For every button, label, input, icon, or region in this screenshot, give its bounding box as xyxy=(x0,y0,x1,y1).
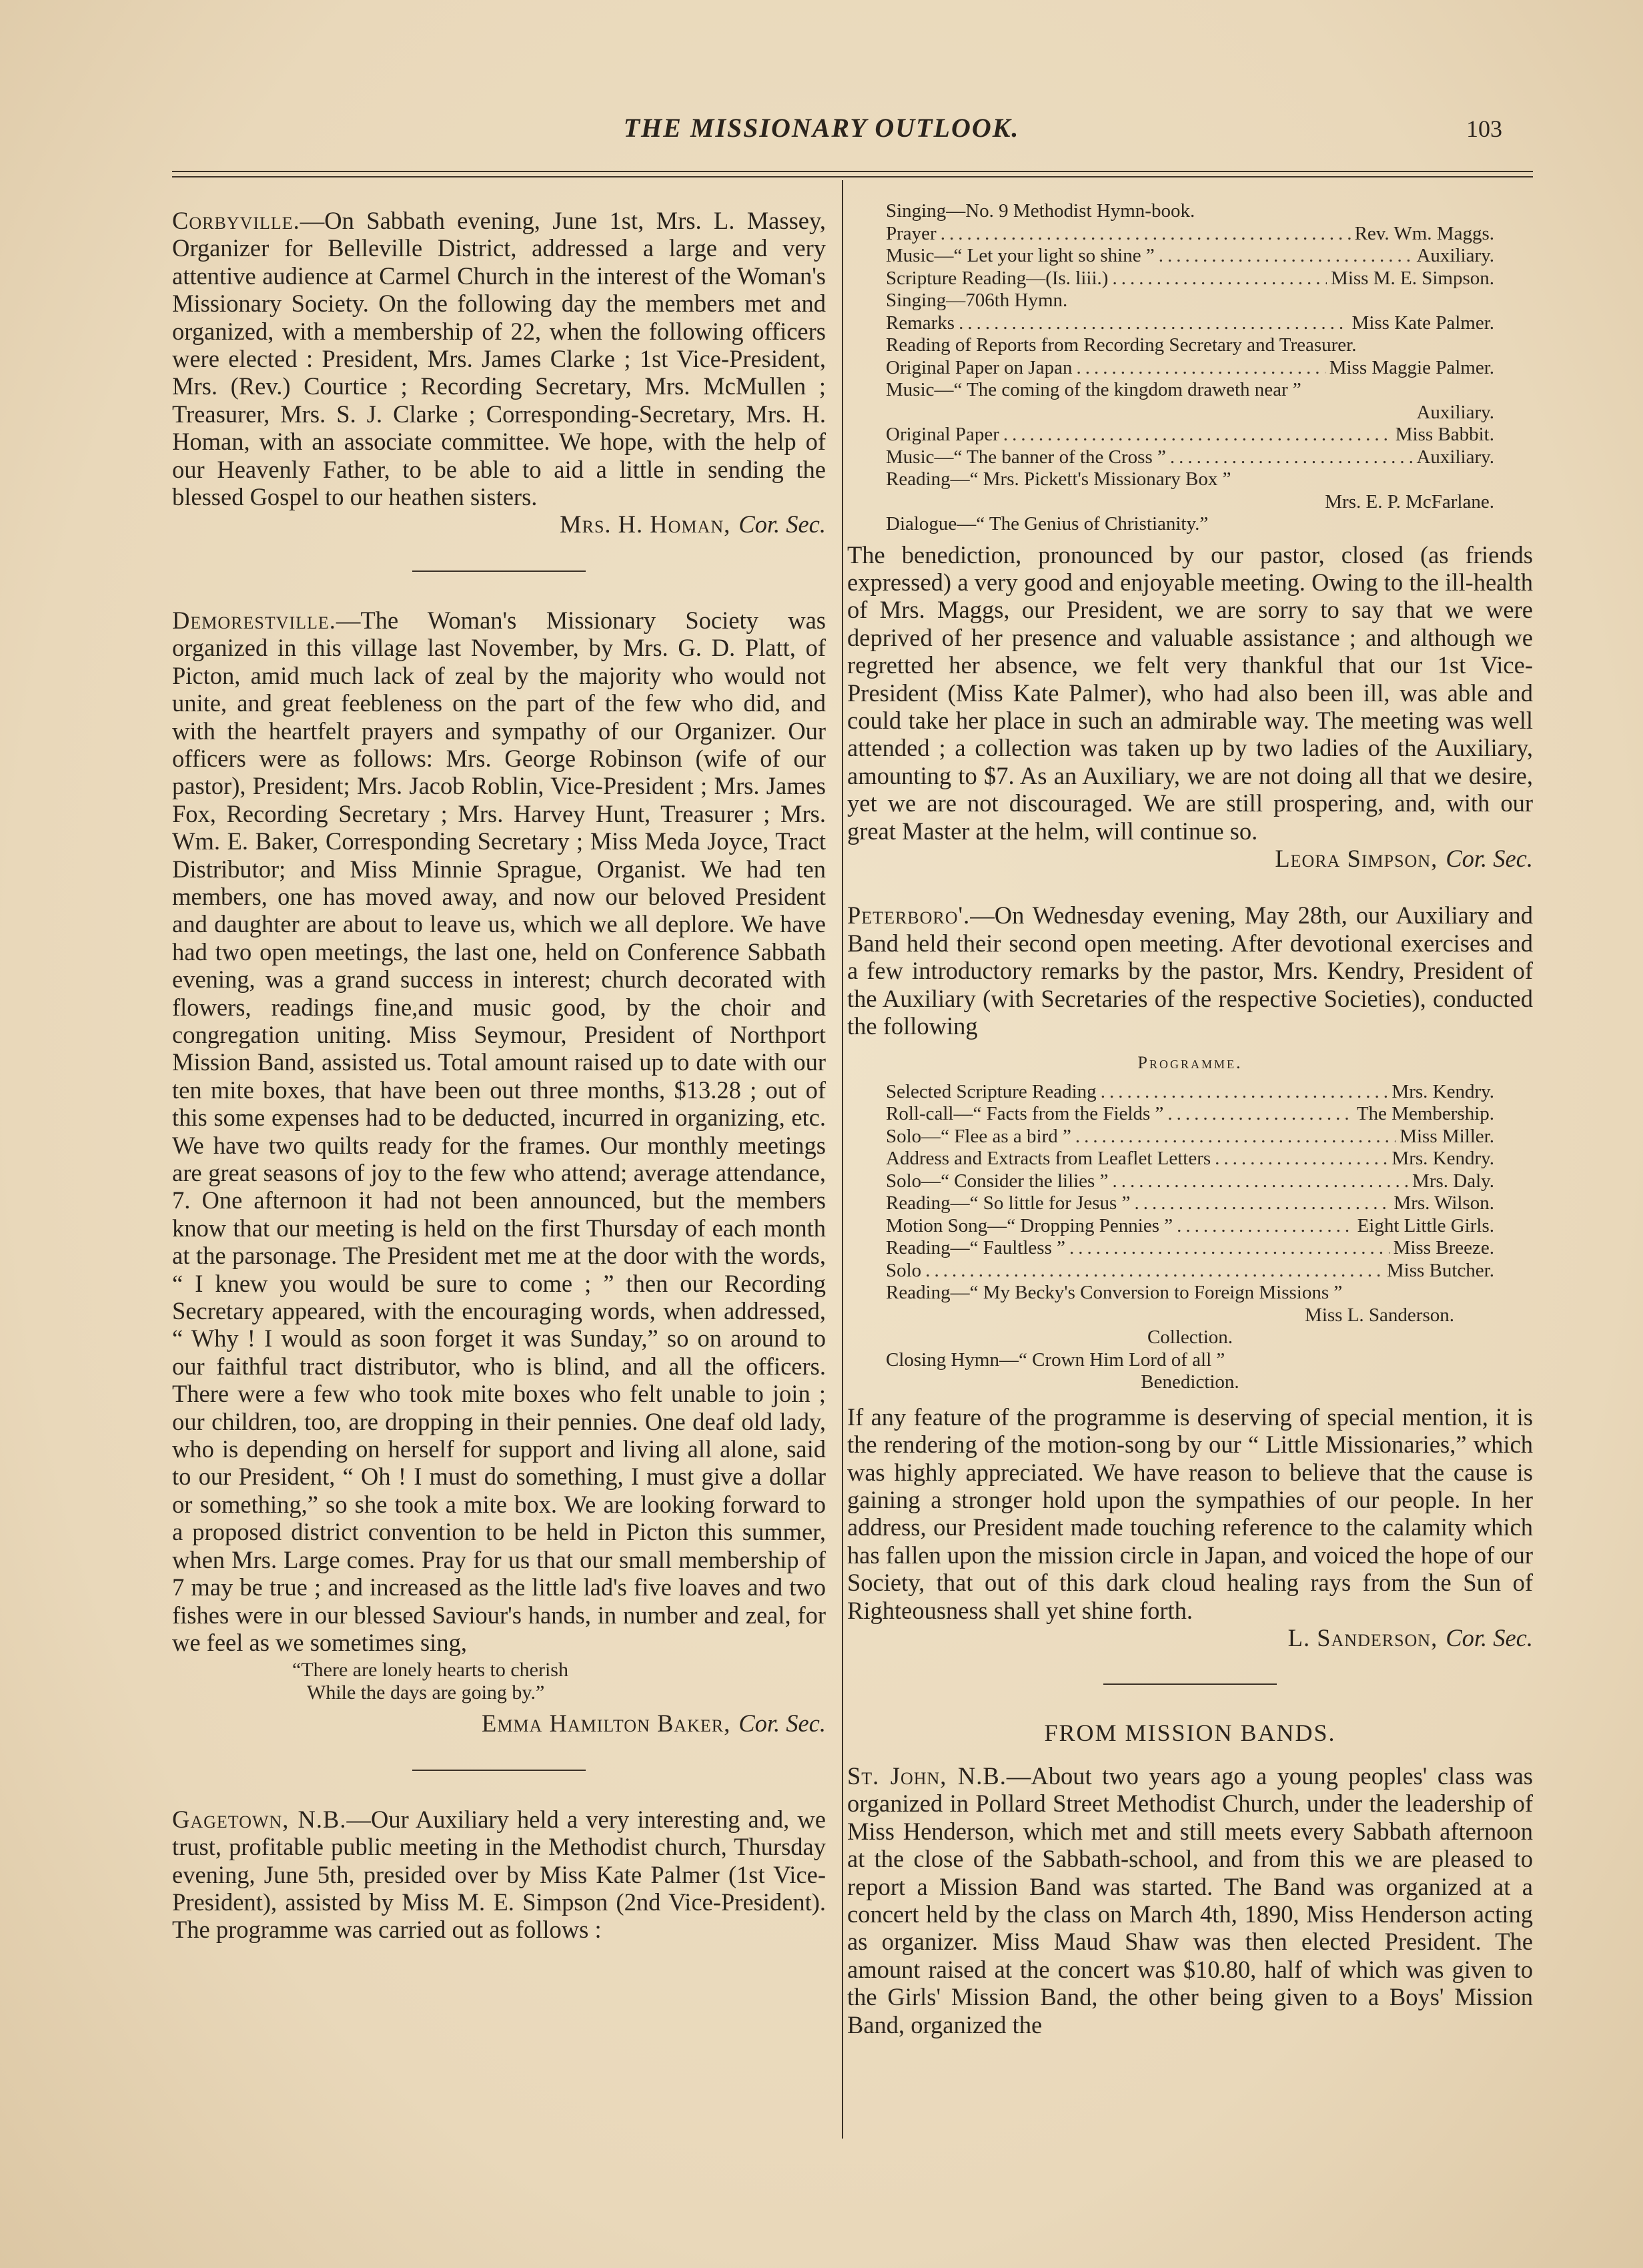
signature-title: Cor. Sec. xyxy=(738,1710,826,1738)
programme-item-performer: Eight Little Girls. xyxy=(1357,1214,1494,1236)
programme-item xyxy=(886,1103,1494,1126)
article-place: St. John, N.B. xyxy=(847,1762,1007,1790)
programme-item xyxy=(886,424,1494,446)
article-text: The benediction, pronounced by our pastor, closed (as friends expressed) a very good and enjoyable meeting. Owing to the ill-health of Mrs. Maggs, our President, we are sorry to say that we were deprived of her presence and valuable assistance ; and although we regretted her absence, we felt very thankful that our 1st Vice-President (Miss Kate Palmer), who had also been ill, was able and could take her place in such an admirable way. The meeting was well attended ; a collection was taken up by two ladies of the Auxiliary, amounting to $7. As an Auxiliary, we are not doing all that we desire, yet we are not discouraged. We are still prospering, and, with our great Master at the helm, will continue so. xyxy=(847,540,1533,845)
programme-item-title: Solo xyxy=(886,1259,922,1281)
signature xyxy=(847,1624,1533,1651)
peterboro-programme xyxy=(847,1081,1533,1304)
programme-item xyxy=(886,290,1494,312)
programme-item xyxy=(886,1192,1494,1215)
separator-rule xyxy=(1103,1683,1277,1685)
programme-item-performer: Miss Butcher. xyxy=(1386,1259,1494,1281)
article-stjohn xyxy=(847,1762,1533,2038)
article-text: If any feature of the programme is deserving of special mention, it is the rendering of the motion-song by our “ Little Missionaries,” which was highly appreciated. We have reason to believe that the cause is gaining a stronger hold upon the sympathies of our people. In her address, our President made touching reference to the calamity which has fallen upon the mission circle in Japan, and voiced the hope of our Society, that out of this dark cloud healing rays from the Sun of Righteousness shall yet shine forth. xyxy=(847,1403,1533,1624)
verse-line: “There are lonely hearts to cherish xyxy=(292,1659,568,1681)
signature-title: Cor. Sec. xyxy=(1446,1624,1533,1652)
programme-item-title: Solo—“ Flee as a bird ” xyxy=(886,1125,1071,1147)
column-divider xyxy=(842,180,843,2139)
programme-item xyxy=(886,1081,1494,1104)
section-heading: FROM MISSION BANDS. xyxy=(1044,1720,1336,1747)
separator-rule xyxy=(412,571,586,572)
programme-item-title: Music—“ The coming of the kingdom draweth near ” xyxy=(886,379,1301,400)
leader-dots xyxy=(1170,446,1413,469)
programme-item xyxy=(886,379,1494,402)
programme-item xyxy=(886,268,1494,290)
programme-item xyxy=(886,491,1494,514)
article-place: Demorestville. xyxy=(172,606,336,634)
signature-title: Cor. Sec. xyxy=(738,510,826,538)
header-rule xyxy=(172,171,1533,172)
programme-item-performer: Auxiliary. xyxy=(1416,401,1494,423)
programme-performer: Miss L. Sanderson. xyxy=(1305,1304,1454,1326)
programme-benediction: Benediction. xyxy=(1141,1371,1239,1393)
leader-dots xyxy=(1112,1170,1408,1193)
programme-item xyxy=(886,446,1494,469)
leader-dots xyxy=(1134,1192,1390,1215)
leader-dots xyxy=(925,1260,1383,1282)
signature-name: Emma Hamilton Baker, xyxy=(482,1710,731,1738)
header-rule-double xyxy=(172,176,1533,177)
article-text: —The Woman's Missionary Society was organized in this village last November, by Mrs. G. D. Platt, of Picton, amid much lack of zeal by the majority who would not unite, and great feebleness on the part of the few who did, and with the heartfelt prayers and sympathy of our Organizer. Our officers were as follows: Mrs. George Robinson (wife of our pastor), President; Mrs. Jacob Roblin, Vice-President ; Mrs. James Fox, Recording Secretary ; Mrs. Harvey Hunt, Treasurer ; Mrs. Wm. E. Baker, Corresponding Secretary ; Miss Meda Joyce, Tract Distributor; and Miss Minnie Sprague, Organist. We had ten members, one has moved away, and now our beloved President and daughter are about to leave us, which we all deplore. We have had two open meetings, the last one, held on Conference Sabbath evening, was a grand success in interest; church decorated with flowers, readings fine,and music good, by the choir and congregation uniting. Miss Seymour, President of Northport Mission Band, assisted us. Total amount raised up to date with our ten mite boxes, that have been out three months, $13.28 ; out of this some expenses had to be deducted, incurred in organizing, etc. We have two quilts ready for the frames. Our monthly meetings are great seasons of joy to the few who attend; average attendance, 7. One afternoon it had not been announced, but the members know that our meeting is held on the first Thursday of each month at the parsonage. The President met me at the door with the words, “ I knew you would be sure to come ; ” then our Recording Secretary appeared, with the encouraging words, when addressed, “ Why ! I would as soon forget it was Sunday,” so on around to our faithful tract distributor, who is blind, and all the officers. There were a few who took mite boxes who felt unable to join ; our children, too, are dropping in their pennies. One deaf old lady, who is depending on herself for support and living all alone, said to our President, “ Oh ! I must do something, I must give a dollar or something,” so she took a mite box. We are looking forward to a proposed district convention to be held in Picton this summer, when Mrs. Large comes. Pray for us that our small membership of 7 may be true ; and increased as the little lad's five loaves and two fishes were in our blessed Saviour's hands, in number and zeal, for we feel as we sometimes sing, xyxy=(172,606,826,1656)
article-text: —On Wednesday evening, May 28th, our Auxiliary and Band held their second open meeting. After devotional exercises and a few introductory remarks by the pastor, Mrs. Kendry, President of the Auxiliary (with Secretaries of the respective Societies), conducted the following xyxy=(847,901,1533,1040)
programme-item-performer: Miss Babbit. xyxy=(1395,424,1494,445)
programme-item-performer: Miss Breeze. xyxy=(1393,1237,1494,1259)
signature-name: L. Sanderson, xyxy=(1287,1624,1438,1652)
peterboro-programme-end xyxy=(847,1304,1533,1394)
programme-closing-hymn: Closing Hymn—“ Crown Him Lord of all ” xyxy=(886,1349,1225,1371)
article-text: —On Sabbath evening, June 1st, Mrs. L. Massey, Organizer for Belleville District, addressed a large and very attentive audience at Carmel Church in the interest of the Woman's Missionary Society. On the following day the members met and organized, with a membership of 22, when the following officers were elected : President, Mrs. James Clarke ; 1st Vice-President, Mrs. (Rev.) Courtice ; Recording Secretary, Mrs. McMullen ; Treasurer, Mrs. S. J. Clarke ; Corresponding-Secretary, Mrs. H. Homan, with an associate committee. We hope, with the help of our Heavenly Father, to be able to aid a little in sending the blessed Gospel to our heathen sisters. xyxy=(172,207,826,511)
programme-item-title: Singing—No. 9 Methodist Hymn-book. xyxy=(886,200,1195,222)
programme-item-title: Address and Extracts from Leaflet Letters xyxy=(886,1148,1211,1170)
programme-item-performer: Miss Kate Palmer. xyxy=(1351,312,1494,334)
leader-dots xyxy=(959,312,1347,335)
leader-dots xyxy=(1069,1237,1390,1260)
right-column xyxy=(847,200,1533,2038)
programme-item-performer: Miss M. E. Simpson. xyxy=(1331,267,1494,289)
article-place: Gagetown, N.B. xyxy=(172,1805,347,1833)
leader-dots xyxy=(1159,245,1413,268)
programme-item-performer: Mrs. E. P. McFarlane. xyxy=(1325,490,1494,512)
article-body xyxy=(172,207,826,510)
programme-item xyxy=(886,357,1494,380)
programme-item-performer: Rev. Wm. Maggs. xyxy=(1354,222,1494,244)
leader-dots xyxy=(1177,1215,1353,1238)
signature-name: Leora Simpson, xyxy=(1275,844,1438,872)
programme-item-performer: Mrs. Daly. xyxy=(1412,1170,1494,1192)
running-head-title: THE MISSIONARY OUTLOOK. xyxy=(623,113,1020,143)
programme-item xyxy=(886,1126,1494,1148)
programme-item-title: Selected Scripture Reading xyxy=(886,1080,1097,1102)
programme-item-performer: The Membership. xyxy=(1356,1103,1494,1125)
programme-item-title: Reading—“ My Becky's Conversion to Foreign Missions ” xyxy=(886,1282,1343,1304)
programme-item xyxy=(886,1237,1494,1260)
article-body xyxy=(847,1762,1533,2038)
programme-item-title: Dialogue—“ The Genius of Christianity.” xyxy=(886,513,1209,534)
programme-item-title: Prayer xyxy=(886,222,937,244)
leader-dots xyxy=(1003,424,1392,446)
separator-rule xyxy=(412,1770,586,1771)
programme-item-title: Roll-call—“ Facts from the Fields ” xyxy=(886,1103,1164,1125)
programme-item-title: Original Paper on Japan xyxy=(886,356,1073,378)
programme-item-title: Reading—“ Faultless ” xyxy=(886,1237,1066,1259)
programme-item-performer: Mrs. Kendry. xyxy=(1392,1080,1494,1102)
signature xyxy=(172,1710,826,1737)
signature-name: Mrs. H. Homan, xyxy=(560,510,731,538)
leader-dots xyxy=(1167,1103,1352,1126)
leader-dots xyxy=(1215,1148,1388,1170)
programme-item xyxy=(886,513,1494,536)
verse-line: While the days are going by.” xyxy=(307,1681,545,1704)
programme-item xyxy=(886,312,1494,335)
article-body xyxy=(847,901,1533,1040)
programme-collection: Collection. xyxy=(1147,1327,1233,1349)
left-column xyxy=(172,207,826,1944)
programme-item-performer: Mrs. Wilson. xyxy=(1394,1192,1494,1214)
programme-item xyxy=(886,334,1494,357)
programme-item-title: Music—“ The banner of the Cross ” xyxy=(886,446,1166,468)
programme-item-title: Music—“ Let your light so shine ” xyxy=(886,245,1155,266)
signature-title: Cor. Sec. xyxy=(1446,844,1533,872)
leader-dots xyxy=(1075,1126,1396,1148)
programme-item xyxy=(886,1148,1494,1170)
verse-quote xyxy=(292,1659,826,1704)
article-place: Corbyville. xyxy=(172,207,300,234)
programme-item xyxy=(886,1260,1494,1282)
programme-item-title: Original Paper xyxy=(886,424,999,445)
programme-item xyxy=(886,1282,1494,1304)
article-gagetown xyxy=(172,1806,826,1944)
programme-item-performer: Miss Miller. xyxy=(1400,1125,1494,1147)
programme-item-title: Scripture Reading—(Is. liii.) xyxy=(886,267,1109,289)
signature xyxy=(172,510,826,538)
programme-item-title: Singing—706th Hymn. xyxy=(886,290,1068,311)
programme-item xyxy=(886,1215,1494,1238)
programme-item-title: Motion Song—“ Dropping Pennies ” xyxy=(886,1214,1173,1236)
article-text: —Our Auxiliary held a very interesting and, we trust, profitable public meeting in the Methodist church, Thursday evening, June 5th, presided over by Miss Kate Palmer (1st Vice-President), assisted by Miss M. E. Simpson (2nd Vice-President). The programme was carried out as follows : xyxy=(172,1805,826,1944)
gagetown-programme xyxy=(847,200,1533,536)
article-peterboro xyxy=(847,901,1533,1651)
leader-dots xyxy=(1101,1081,1388,1104)
signature xyxy=(847,845,1533,872)
programme-item xyxy=(886,468,1494,491)
article-body xyxy=(172,607,826,1656)
page-number: 103 xyxy=(1466,115,1502,142)
programme-item xyxy=(886,223,1494,246)
article-place: Peterboro'. xyxy=(847,901,971,929)
programme-item-performer: Auxiliary. xyxy=(1416,446,1494,468)
programme-item-title: Remarks xyxy=(886,312,955,334)
article-corbyville xyxy=(172,207,826,538)
programme-item-title: Reading—“ So little for Jesus ” xyxy=(886,1192,1131,1214)
leader-dots xyxy=(1076,357,1325,380)
programme-item xyxy=(886,200,1494,223)
programme-item xyxy=(886,1170,1494,1193)
programme-item-title: Reading of Reports from Recording Secretary and Treasurer. xyxy=(886,334,1357,356)
programme-item xyxy=(886,402,1494,424)
programme-item-performer: Miss Maggie Palmer. xyxy=(1329,356,1494,378)
leader-dots xyxy=(941,223,1351,246)
leader-dots xyxy=(1112,268,1327,290)
programme-item xyxy=(886,245,1494,268)
programme-item-performer: Mrs. Kendry. xyxy=(1392,1148,1494,1170)
programme-item-performer: Auxiliary. xyxy=(1416,245,1494,266)
article-demorestville xyxy=(172,607,826,1738)
programme-item-title: Solo—“ Consider the lilies ” xyxy=(886,1170,1109,1192)
programme-item-title: Reading—“ Mrs. Pickett's Missionary Box ” xyxy=(886,468,1231,490)
article-text: —About two years ago a young peoples' class was organized in Pollard Street Methodist Church, under the leadership of Miss Henderson, which met and still meets every Sabbath afternoon at the close of the Sabbath-school, and from this we are pleased to report a Mission Band was started. The Band was organized at a concert held by the class on March 4th, 1890, Miss Henderson acting as organizer. Miss Maud Shaw was then elected President. The amount raised at the concert was $10.80, half of which was given to the Girls' Mission Band, the other being given to a Boys' Mission Band, organized the xyxy=(847,1762,1534,2038)
programme-heading: Programme. xyxy=(1137,1053,1243,1073)
article-body xyxy=(172,1806,826,1944)
